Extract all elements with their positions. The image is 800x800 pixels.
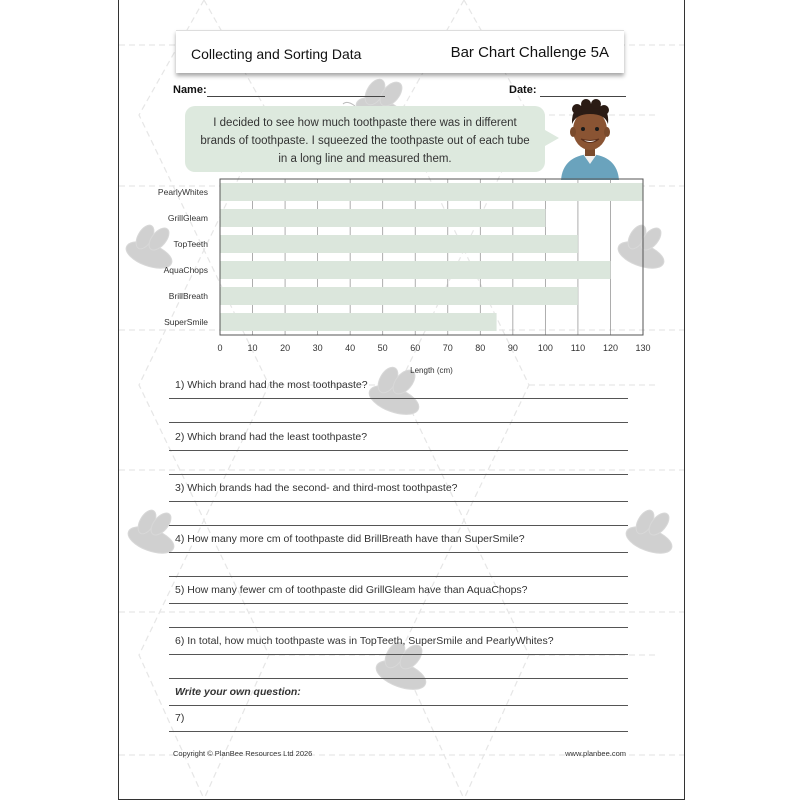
x-tick-label: 110 [570,343,586,353]
answer-line[interactable] [169,576,628,577]
answer-line[interactable] [169,603,628,604]
answer-line[interactable] [169,731,628,732]
chart-bar [220,287,578,305]
category-label: TopTeeth [173,239,208,249]
question-1: 1) Which brand had the most toothpaste? [175,379,368,391]
header-banner [176,30,624,73]
speech-line: in a long line and measured them. [278,153,452,165]
own-question-number: 7) [175,712,185,724]
own-question-label: Write your own question: [175,686,301,698]
x-tick-label: 40 [345,343,356,353]
x-tick-label: 90 [507,343,518,353]
answer-line[interactable] [169,627,628,628]
chart-bar [220,209,545,227]
answer-line[interactable] [169,474,628,475]
date-label: Date: [509,84,537,96]
chart-bar [220,235,578,253]
x-tick-label: 80 [475,343,486,353]
x-tick-label: 10 [247,343,258,353]
category-label: BrillBreath [168,291,208,301]
x-tick-label: 70 [442,343,453,353]
answer-line[interactable] [169,552,628,553]
answer-line[interactable] [169,654,628,655]
answer-line[interactable] [169,398,628,399]
x-tick-label: 0 [217,343,223,353]
chart-frame [220,179,643,335]
x-tick-label: 120 [602,343,618,353]
date-field[interactable] [540,96,626,97]
footer-copyright: Copyright © PlanBee Resources Ltd 2026 [173,749,313,758]
x-tick-label: 130 [635,343,651,353]
speech-line: I decided to see how much toothpaste there was in different [213,117,517,129]
worksheet-page [118,0,685,800]
footer-website[interactable]: www.planbee.com [565,749,626,758]
category-label: PearlyWhites [157,187,208,197]
question-6: 6) In total, how much toothpaste was in TopTeeth, SuperSmile and PearlyWhites? [175,635,554,647]
answer-line[interactable] [169,501,628,502]
x-tick-label: 30 [312,343,323,353]
bee-watermark-icon [372,639,429,695]
x-tick-label: 100 [537,343,553,353]
speech-bubble-text [185,114,545,168]
chart-gridlines [220,179,643,335]
name-field[interactable] [207,96,385,97]
answer-line[interactable] [169,705,628,706]
answer-line[interactable] [169,422,628,423]
speech-line: brands of toothpaste. I squeezed the toothpaste out of each tube [200,135,530,147]
boy-avatar-icon [555,98,625,180]
answer-line[interactable] [169,525,628,526]
chart-tick-labels [217,343,650,353]
chart-category-labels [158,187,208,327]
question-4: 4) How many more cm of toothpaste did BrillBreath have than SuperSmile? [175,533,525,545]
answer-line[interactable] [169,450,628,451]
category-label: AquaChops [163,265,208,275]
bee-watermark-icon [125,507,178,558]
chart-bars [220,183,643,331]
question-3: 3) Which brands had the second- and third-most toothpaste? [175,482,458,494]
bee-watermark-icon [623,507,676,558]
chart-bar [220,183,643,201]
bar-chart [119,176,684,376]
name-label: Name: [173,84,207,96]
x-tick-label: 20 [280,343,291,353]
x-axis-label: Length (cm) [410,366,453,375]
category-label: SuperSmile [164,317,208,327]
x-tick-label: 60 [410,343,421,353]
worksheet-title: Collecting and Sorting Data [191,46,362,62]
chart-bar [220,261,610,279]
chart-bar [220,313,497,331]
worksheet-subtitle: Bar Chart Challenge 5A [450,44,609,61]
x-tick-label: 50 [377,343,388,353]
question-2: 2) Which brand had the least toothpaste? [175,431,368,443]
question-5: 5) How many fewer cm of toothpaste did GrillGleam have than AquaChops? [175,584,528,596]
category-label: GrillGleam [167,213,208,223]
answer-line[interactable] [169,678,628,679]
